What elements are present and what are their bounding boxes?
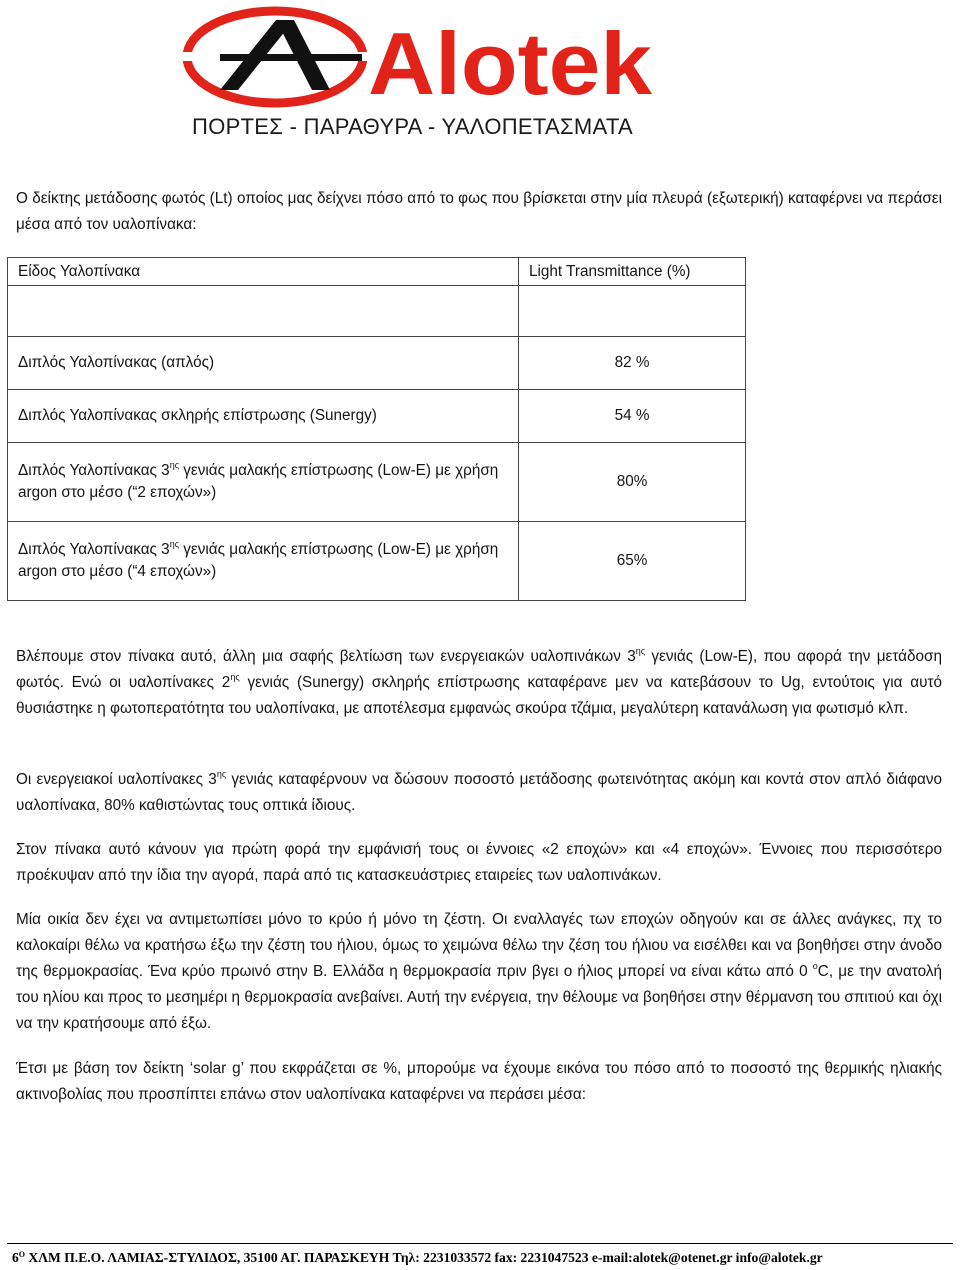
table-row (8, 522, 746, 601)
transmittance-cell: 54 % (519, 390, 746, 443)
transmittance-cell: 80% (519, 443, 746, 522)
logo-bar (220, 54, 362, 61)
intro-paragraph: Ο δείκτης μετάδοσης φωτός (Lt) οποίος μας δείχνει πόσο από το φως που βρίσκεται στην μία πλευρά (εξωτερική) καταφέρνει να περάσει μέσα από τον υαλοπίνακα: (16, 190, 942, 233)
paragraph-home-needs: Μία οικία δεν έχει να αντιμετωπίσει μόνο το κρύο ή μόνο τη ζέστη. Οι εναλλαγές των εποχών οδηγούν και σε άλλες ανάγκες, πχ το καλοκαίρι θέλω να κρατήσω έξω την ζέστη του ήλιου, όμως το χειμώνα θέλω την ζέση του ήλιου να εισέλθει και να βοηθήσει στην άνοδο της θερμοκρασίας. Ένα κρύο πρωινό στην Β. Ελλάδα η θερμοκρασία πριν βγει ο ήλιος μπορεί να είναι κάτω από 0 $^o$C, με την ανατολή του ηλίου και προς το μεσημέρι η θερμοκρασία ανεβαίνει. Αυτή την ενέργεια, την θέλουμε να βοηθήσει στην θέρμανση του σπιτιού και όχι να την κρατήσουμε από έξω. (16, 911, 942, 1032)
brand-wordmark: Alotek (368, 14, 654, 112)
glass-type-cell: Διπλός Υαλοπίνακας σκληρής επίστρωσης (Sunergy) (8, 390, 519, 443)
light-transmittance-table (7, 257, 746, 601)
header (180, 2, 660, 142)
table-header-row (8, 258, 746, 286)
paragraph-energy-glass: Οι ενεργειακοί υαλοπίνακες $3^{\eta\varsigma}$ γενιάς καταφέρνουν να δώσουν ποσοστό μετάδοσης φωτεινότητας ακόμη και κοντά στον απλό διάφανο υαλοπίνακα, 80% καθιστώντας τους οπτικά ίδιους. (16, 769, 942, 814)
footer-divider (7, 1243, 953, 1244)
paragraph-seasons: Στον πίνακα αυτό κάνουν για πρώτη φορά την εμφάνισή τους οι έννοιες «2 εποχών» και «4 εποχών». Έννοιες που περισσότερο προέκυψαν από την ίδια την αγορά, παρά από τις κατασκευάστριες εταιρείες των υαλοπινάκων. (16, 841, 942, 884)
glass-type-cell: Διπλός Υαλοπίνακας $3^{\eta\varsigma}$ γενιάς μαλακής επίστρωσης (Low-E) με χρήση argon στο μέσο (“2 εποχών») (8, 443, 519, 522)
alotek-logo (180, 2, 660, 112)
paragraph-solar-g: Έτσι με βάση τον δείκτη ‘solar g’ που εκφράζεται σε %, μπορούμε να έχουμε εικόνα του πόσο από το ποσοστό της θερμικής ηλιακής ακτινοβολίας που προσπίπτει επάνω στον υαλοπίνακα καταφέρνει να περάσει μέσα: (16, 1060, 942, 1103)
transmittance-cell: 65% (519, 522, 746, 601)
table-row (8, 443, 746, 522)
header-light-transmittance: Light Transmittance (%) (519, 258, 746, 286)
footer-contact: $6^O$ ΧΛΜ Π.Ε.Ο. ΛΑΜΙΑΣ-ΣΤΥΛΙΔΟΣ, 35100 ΑΓ. ΠΑΡΑΣΚΕΥΗ Τηλ: 2231033572 fax: 2231047523 e-mail:alotek@otenet.gr info@alotek.gr (12, 1250, 823, 1265)
transmittance-cell: 82 % (519, 337, 746, 390)
brand-tagline: ΠΟΡΤΕΣ - ΠΑΡΑΘΥΡΑ - ΥΑΛΟΠΕΤΑΣΜΑΤΑ (192, 114, 633, 139)
paragraph-comparison: Βλέπουμε στον πίνακα αυτό, άλλη μια σαφής βελτίωση των ενεργειακών υαλοπινάκων $3^{\eta\varsigma}$ γενιάς (Low-E), που αφορά την μετάδοση φωτός. Ενώ οι υαλοπίνακες $2^{\eta\varsigma}$ γενιάς (Sunergy) σκληρής επίστρωσης καταφέρανε μεν να κατεβάσουν το Ug, εντούτοις για αυτό θυσιάστηκε η φωτοπερατότητα του υαλοπίνακα, με αποτέλεσμα εμφανώς σκούρα τζάμια, μεγαλύτερη κατανάλωση για φωτισμό κλπ. (16, 646, 942, 717)
table-row (8, 390, 746, 443)
glass-type-cell: Διπλός Υαλοπίνακας (απλός) (8, 337, 519, 390)
table-row (8, 337, 746, 390)
table-row-blank (8, 286, 746, 337)
header-glass-type: Είδος Υαλοπίνακα (8, 258, 519, 286)
glass-type-cell: Διπλός Υαλοπίνακας $3^{\eta\varsigma}$ γενιάς μαλακής επίστρωσης (Low-E) με χρήση argon στο μέσο (“4 εποχών») (8, 522, 519, 601)
